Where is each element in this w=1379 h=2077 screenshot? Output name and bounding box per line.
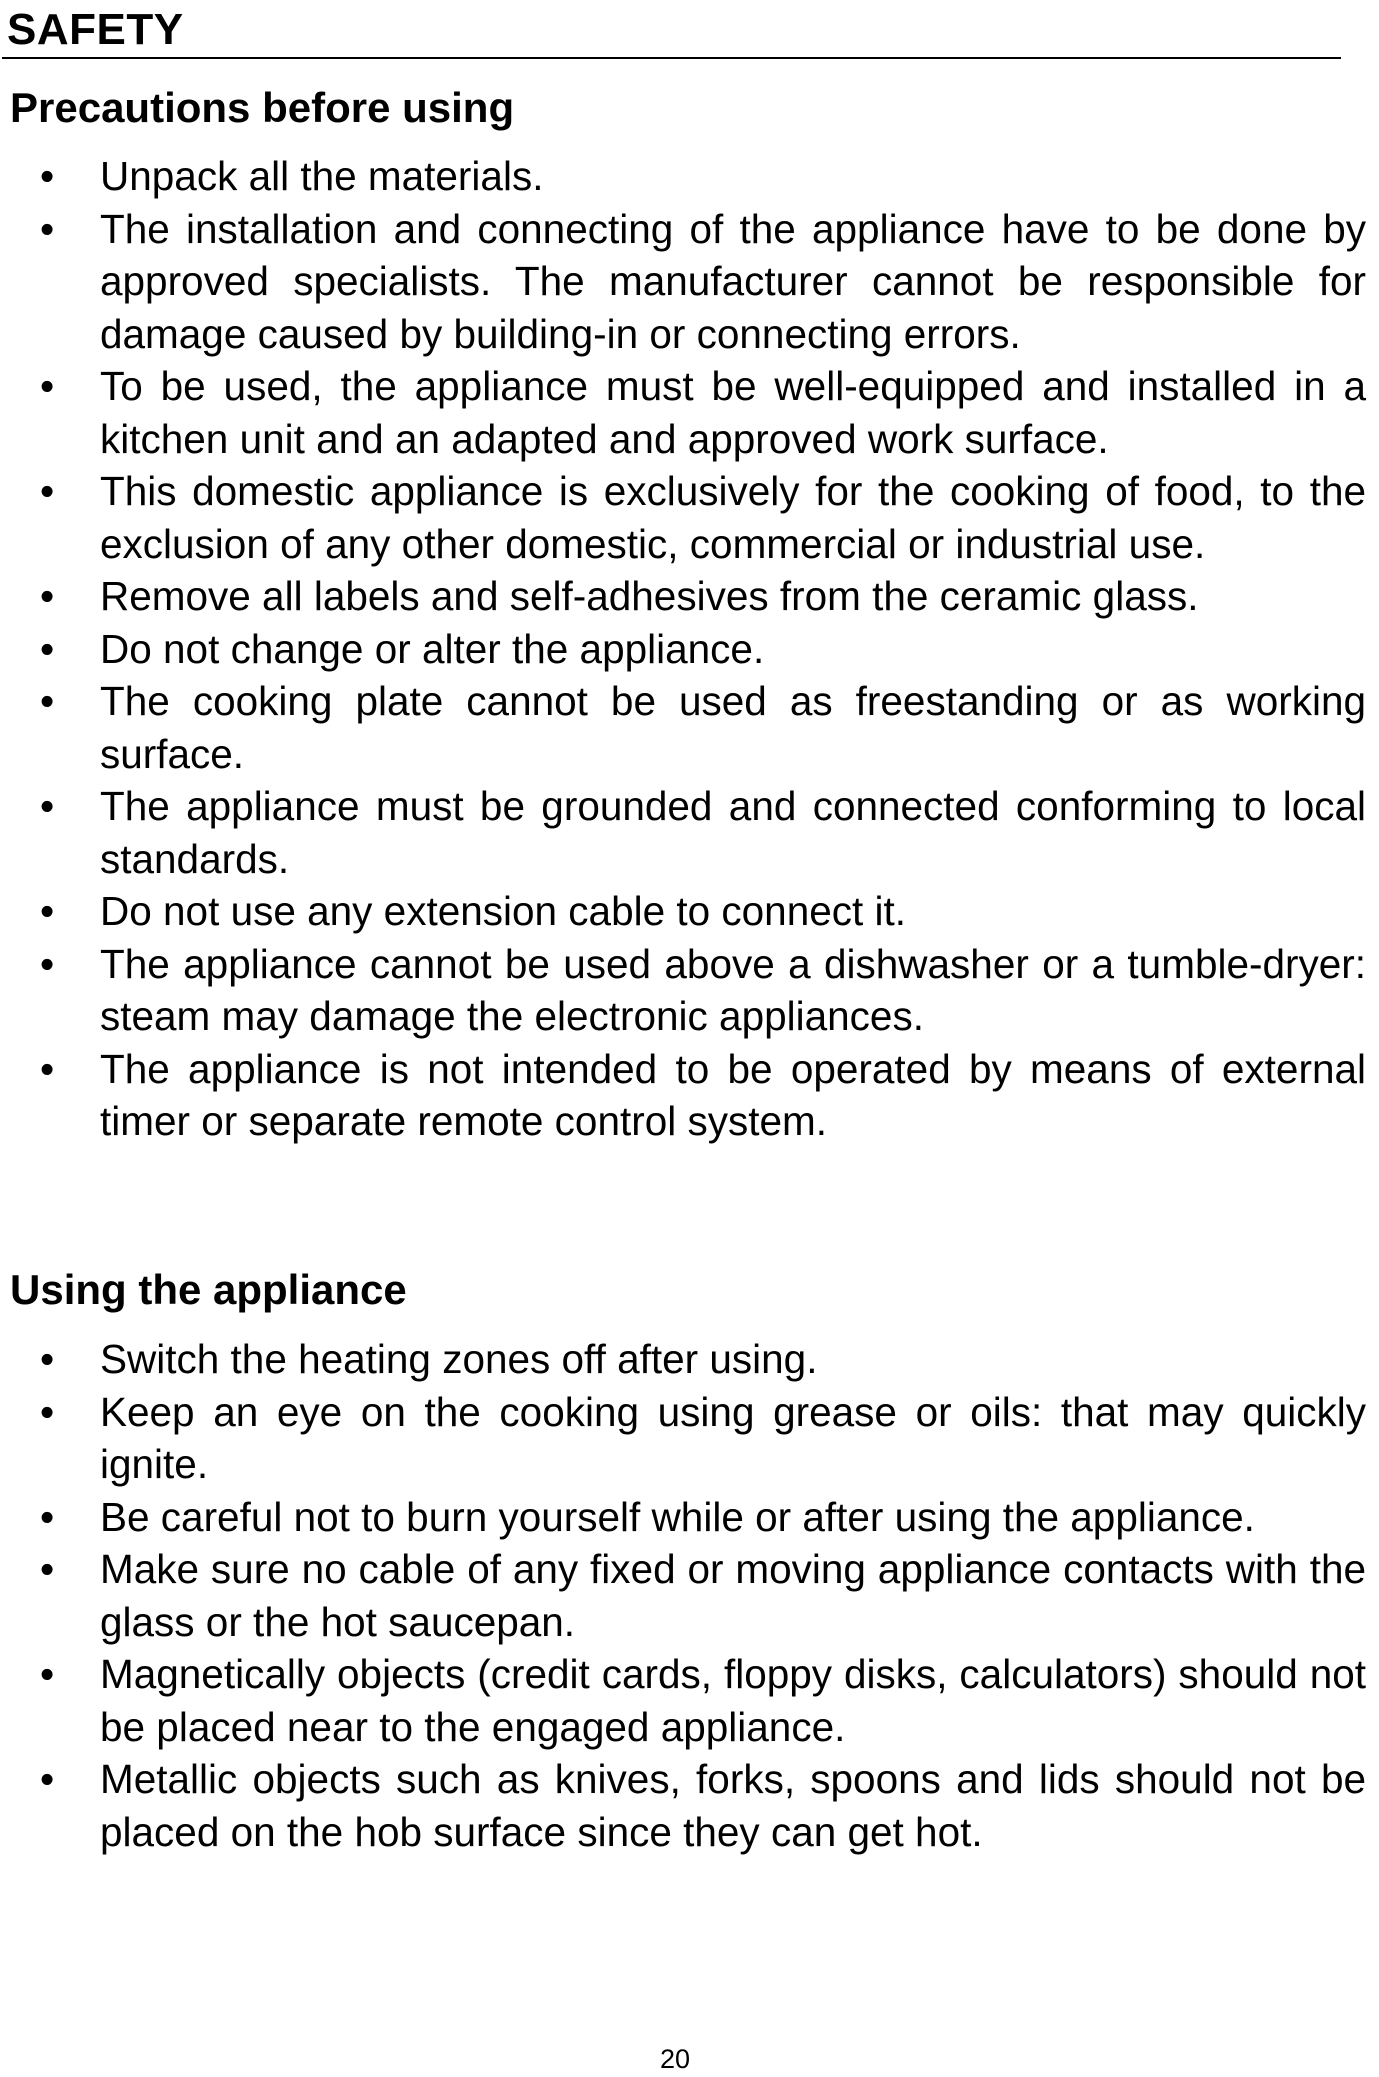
bullet-icon: •: [40, 363, 55, 409]
list-item: [0, 1043, 1366, 1148]
list-item-text: Make sure no cable of any fixed or moving appliance contacts with the glass or the hot saucepan.: [100, 1546, 1366, 1645]
list-item: [0, 1386, 1366, 1491]
list-item-text: The appliance cannot be used above a dishwasher or a tumble-dryer: steam may damage the electronic appliances.: [100, 940, 1366, 1039]
bullet-icon: •: [40, 153, 55, 199]
page-title: SAFETY: [7, 5, 184, 54]
list-item-text: Do not change or alter the appliance.: [100, 625, 765, 672]
list-item: [0, 1491, 1366, 1544]
section-heading-precautions: Precautions before using: [10, 84, 515, 131]
list-item-text: Keep an eye on the cooking using grease or oils: that may quickly ignite.: [100, 1388, 1366, 1487]
page-number: 20: [659, 2044, 691, 2074]
list-item-text: Remove all labels and self-adhesives from the ceramic glass.: [100, 573, 1199, 619]
list-item: [0, 1543, 1366, 1648]
bullet-icon: •: [40, 888, 55, 934]
list-item: [0, 1648, 1366, 1753]
list-item: [0, 203, 1366, 361]
bullet-icon: •: [40, 205, 55, 252]
list-item: [0, 938, 1366, 1043]
list-item-text: The installation and connecting of the appliance have to be done by approved specialists. The manufacturer cannot be responsible for damage caused by building-in or connecting errors.: [100, 205, 1366, 357]
list-item-text: To be used, the appliance must be well-equipped and installed in a kitchen unit and an adapted and approved work surface.: [100, 363, 1366, 462]
list-item-text: Unpack all the materials.: [100, 153, 544, 199]
bullet-icon: •: [40, 1336, 55, 1382]
bullet-icon: •: [40, 1546, 55, 1592]
title-divider: [2, 57, 1341, 59]
using-list: [0, 1333, 1366, 1858]
list-item: [0, 885, 1366, 938]
list-item: [0, 570, 1366, 623]
list-item-text: Switch the heating zones off after using.: [100, 1336, 818, 1382]
list-item: [0, 780, 1366, 885]
list-item-text: The appliance must be grounded and connected conforming to local standards.: [100, 783, 1366, 882]
list-item: [0, 623, 1366, 676]
bullet-icon: •: [40, 1388, 55, 1435]
list-item: [0, 465, 1366, 570]
list-item-text: This domestic appliance is exclusively for the cooking of food, to the exclusion of any other domestic, commercial or industrial use.: [100, 468, 1366, 567]
list-item-text: The appliance is not intended to be operated by means of external timer or separate remote control system.: [100, 1045, 1366, 1144]
bullet-icon: •: [40, 678, 55, 724]
list-item: [0, 675, 1366, 780]
bullet-icon: •: [40, 1493, 55, 1540]
list-item: [0, 150, 1366, 203]
list-item-text: Magnetically objects (credit cards, floppy disks, calculators) should not be placed near to the engaged appliance.: [100, 1651, 1366, 1750]
bullet-icon: •: [40, 940, 55, 987]
list-item: [0, 1333, 1366, 1386]
list-item: [0, 1753, 1366, 1858]
bullet-icon: •: [40, 1651, 55, 1697]
precautions-list: [0, 150, 1366, 1148]
bullet-icon: •: [40, 783, 55, 829]
list-item: [0, 360, 1366, 465]
list-item-text: Do not use any extension cable to connect it.: [100, 888, 907, 934]
section-heading-using: Using the appliance: [10, 1266, 407, 1313]
bullet-icon: •: [40, 625, 55, 672]
bullet-icon: •: [40, 468, 55, 514]
bullet-icon: •: [40, 1045, 55, 1092]
bullet-icon: •: [40, 1756, 55, 1802]
list-item-text: Metallic objects such as knives, forks, spoons and lids should not be placed on the hob surface since they can get hot.: [100, 1756, 1366, 1855]
bullet-icon: •: [40, 573, 55, 619]
list-item-text: Be careful not to burn yourself while or after using the appliance.: [100, 1493, 1255, 1540]
list-item-text: The cooking plate cannot be used as freestanding or as working surface.: [100, 678, 1366, 777]
